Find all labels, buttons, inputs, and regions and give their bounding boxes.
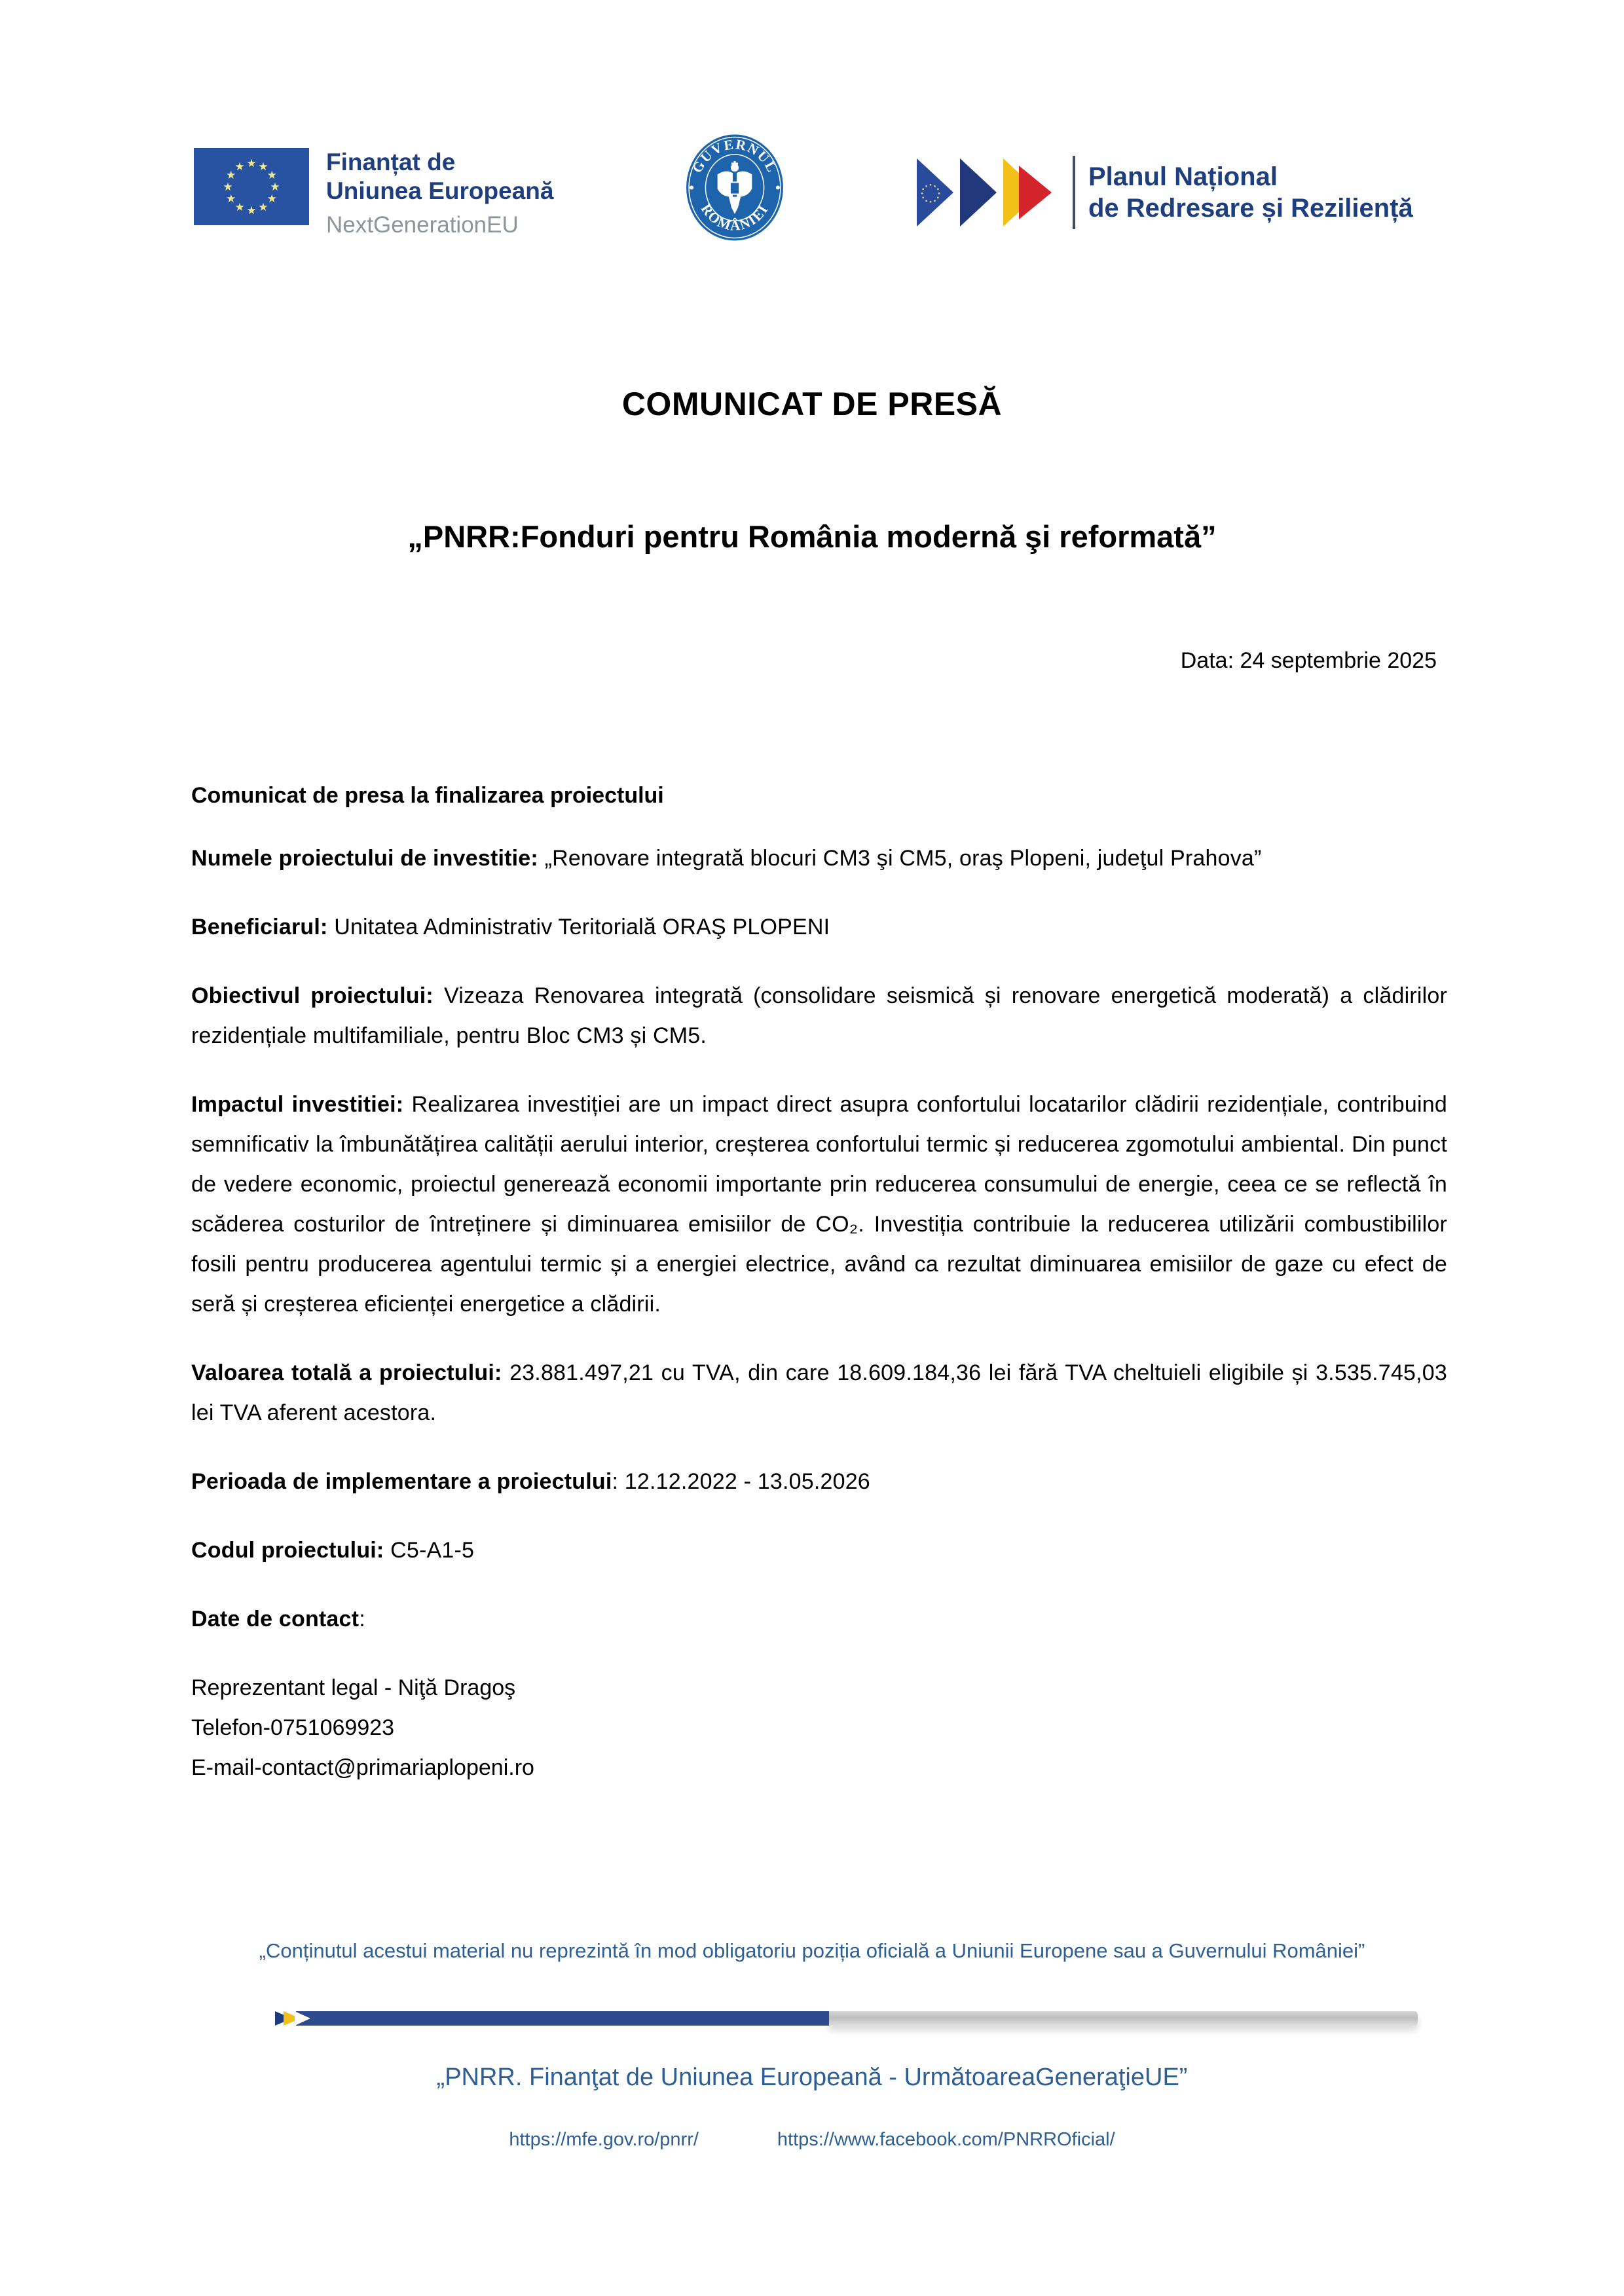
- contact-lines: [191, 1668, 1447, 1788]
- svg-text:★: ★: [246, 156, 257, 170]
- svg-text:●: ●: [933, 184, 936, 189]
- footer-decorative-bar: [275, 2011, 1418, 2026]
- eu-funded-line2: Uniunea Europeană: [326, 177, 554, 204]
- paragraph-label: Codul proiectului:: [191, 1538, 384, 1563]
- svg-text:★: ★: [270, 181, 280, 193]
- bar-gray-segment: [829, 2011, 1418, 2026]
- romanian-government-seal: [685, 133, 784, 246]
- body-paragraph: [191, 1085, 1447, 1324]
- body-paragraph: [191, 1462, 1447, 1502]
- svg-text:★: ★: [267, 169, 277, 181]
- svg-text:●: ●: [936, 187, 940, 192]
- paragraph-label: Impactul investitiei:: [191, 1092, 404, 1117]
- document-subtitle: „PNRR:Fonduri pentru România modernă şi reformată”: [407, 519, 1217, 554]
- svg-text:●: ●: [925, 184, 928, 189]
- svg-text:★: ★: [246, 204, 257, 217]
- pnrr-slogan: „PNRR. Finanţat de Uniunea Europeană - UrmătoareaGeneraţieUE”: [436, 2064, 1188, 2091]
- paragraph-text: C5-A1-5: [384, 1538, 475, 1563]
- body-paragraph: [191, 1353, 1447, 1433]
- paragraph-text: Unitatea Administrativ Teritorială ORAŞ PLOPENI: [327, 915, 830, 939]
- svg-text:★: ★: [258, 201, 268, 214]
- svg-text:●: ●: [925, 199, 928, 204]
- body-paragraph: [191, 1599, 1447, 1639]
- contact-line: E-mail-contact@primariaplopeni.ro: [191, 1755, 534, 1780]
- body-paragraph: [191, 1531, 1447, 1571]
- paragraph-text: :: [359, 1607, 365, 1631]
- paragraph-label: Date de contact: [191, 1607, 360, 1631]
- paragraph-label: Valoarea totală a proiectului:: [191, 1360, 502, 1385]
- pnrr-logo: [917, 156, 1413, 229]
- body-paragraphs: [191, 839, 1447, 1639]
- seal-arc-bottom-text: ROMÂNIEI: [697, 201, 772, 234]
- contact-line: Reprezentant legal - Niţă Dragoş: [191, 1675, 516, 1700]
- paragraph-text: : 12.12.2022 - 13.05.2026: [612, 1469, 870, 1494]
- body-paragraph: [191, 907, 1447, 947]
- paragraph-text: 23.881.497,21 cu TVA, din care 18.609.184,36 lei fără TVA cheltuieli eligibile și 3.535.745,03 lei TVA aferent acestora.: [191, 1360, 1447, 1425]
- svg-text:●: ●: [921, 187, 925, 192]
- paragraph-text: Realizarea investiției are un impact direct asupra confortului locatarilor clădirii rezidențiale, contribuind semnificativ la îmbunătățirea calității aerului interior, creșterea confortului termic și reducerea zgomotului ambiental. Din punct de vedere economic, proiectul generează economii importante prin reducerea consumului de energie, ceea ce se reflectă în scăderea costurilor de întreținere și diminuarea emisiilor de CO₂. Investiția contribuie la reducerea utilizării combustibililor fosili pentru producerea agentului termic și a energiei electrice, având ca rezultat diminuarea emisiilor de gaze cu efect de seră și creșterea eficienței energetice a clădirii.: [191, 1092, 1448, 1317]
- svg-text:★: ★: [226, 192, 236, 205]
- bar-arrow-white-icon: [295, 2011, 310, 2026]
- paragraph-label: Beneficiarul:: [191, 915, 328, 939]
- svg-text:★: ★: [258, 160, 268, 173]
- eu-flag-icon: [194, 148, 309, 225]
- eu-funding-logo: [194, 148, 553, 238]
- svg-text:●: ●: [938, 192, 940, 196]
- document-title: COMUNICAT DE PRESĂ: [621, 386, 1003, 422]
- svg-text:★: ★: [234, 201, 245, 214]
- pnrr-triangle-navy: [960, 158, 997, 227]
- body-paragraph: [191, 976, 1447, 1056]
- contact-line: Telefon-0751069923: [191, 1715, 395, 1740]
- footer-links: [0, 2129, 1624, 2151]
- svg-text:●: ●: [936, 196, 940, 200]
- svg-text:●: ●: [929, 200, 932, 205]
- bar-blue-segment: [296, 2011, 829, 2026]
- svg-text:●: ●: [933, 199, 936, 204]
- eu-program-name: NextGenerationEU: [326, 212, 519, 238]
- pnrr-divider: [1073, 156, 1075, 229]
- pnrr-title-line2: de Redresare și Reziliență: [1088, 194, 1413, 223]
- body-paragraph: [191, 839, 1447, 879]
- svg-text:●: ●: [921, 192, 923, 196]
- seal-arc-top-text: GUVERNUL: [689, 136, 781, 176]
- eu-funded-line1: Finanțat de: [326, 149, 456, 175]
- svg-text:●: ●: [921, 196, 925, 200]
- pnrr-title-line1: Planul Național: [1088, 162, 1278, 191]
- body-column: [191, 783, 1447, 1788]
- svg-text:★: ★: [226, 169, 236, 181]
- paragraph-label: Obiectivul proiectului:: [191, 983, 434, 1008]
- pnrr-triangle-flag: [1003, 158, 1056, 227]
- svg-text:★: ★: [267, 192, 277, 205]
- link-facebook[interactable]: https://www.facebook.com/PNRROficial/: [777, 2129, 1115, 2150]
- pnrr-triangle-eu-stars: [917, 158, 953, 227]
- intro-heading: Comunicat de presa la finalizarea proiectului: [191, 783, 664, 808]
- paragraph-label: Numele proiectului de investitie:: [191, 846, 538, 871]
- svg-text:●: ●: [929, 183, 932, 188]
- paragraph-text: Vizeaza Renovarea integrată (consolidare seismică și renovare energetică moderată) a clădirilor rezidențiale multifamiliale, pentru Bloc CM3 și CM5.: [191, 983, 1447, 1048]
- paragraph-label: Perioada de implementare a proiectului: [191, 1469, 612, 1494]
- link-mfe[interactable]: https://mfe.gov.ro/pnrr/: [509, 2129, 699, 2150]
- svg-text:★: ★: [234, 160, 245, 173]
- header-logos: [0, 0, 1624, 275]
- disclaimer-text: „Conținutul acestui material nu reprezintă în mod obligatoriu poziția oficială a Uniunii Europene sau a Guvernului României”: [259, 1939, 1365, 1962]
- svg-text:★: ★: [223, 181, 233, 193]
- date-line: Data: 24 septembrie 2025: [1180, 648, 1437, 673]
- paragraph-text: „Renovare integrată blocuri CM3 şi CM5, oraş Plopeni, judeţul Prahova”: [538, 846, 1262, 871]
